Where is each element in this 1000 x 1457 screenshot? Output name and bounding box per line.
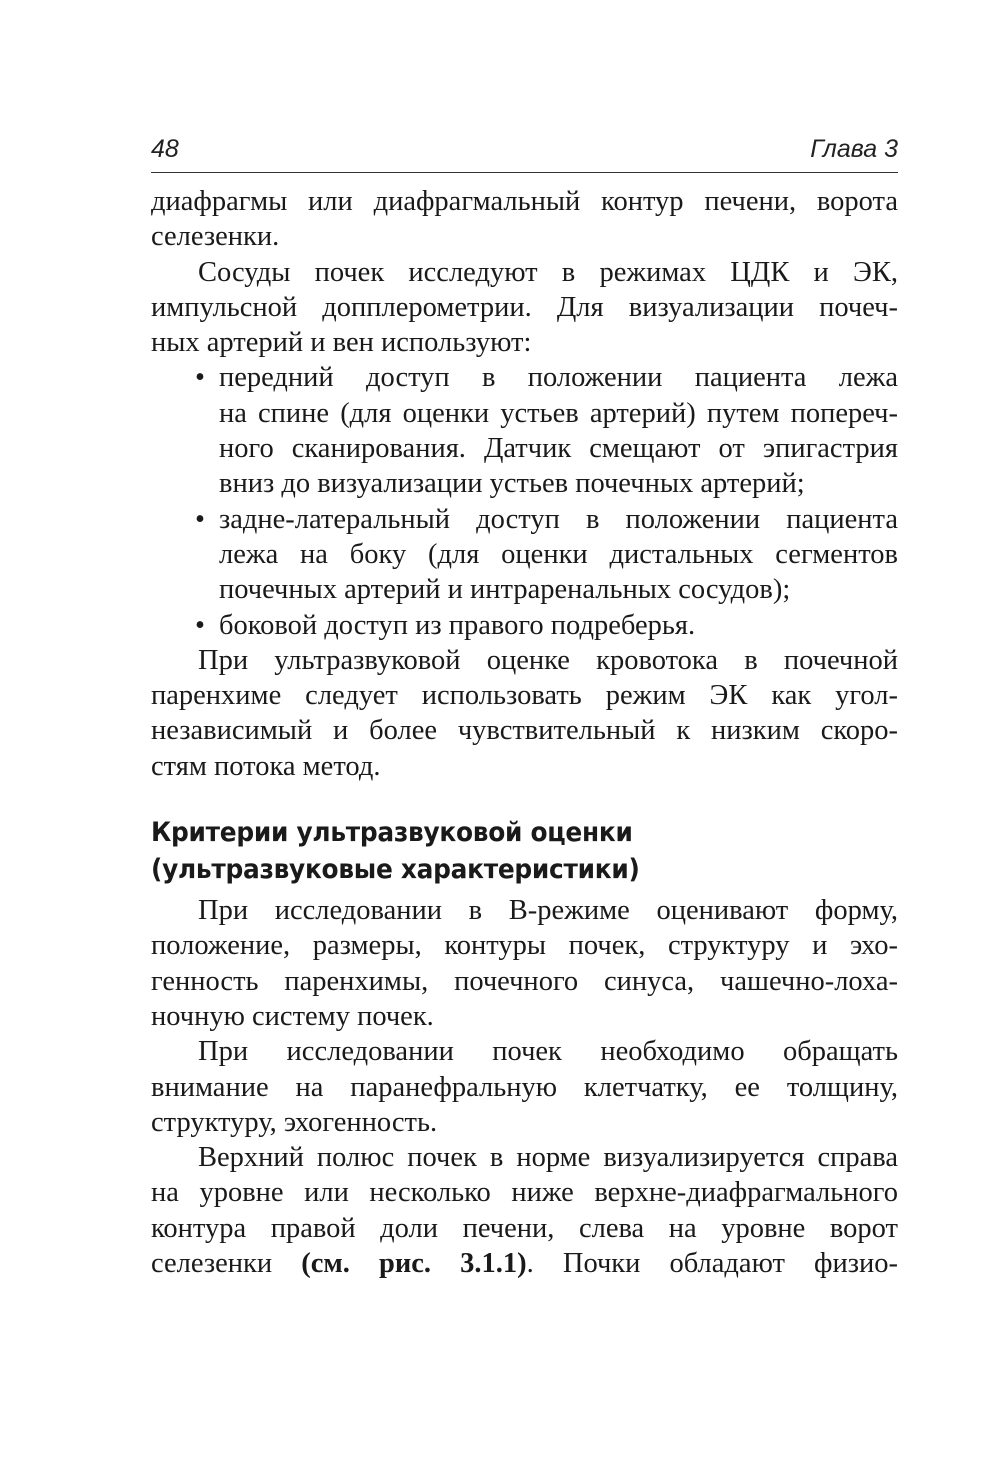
figure-reference[interactable]: (см. рис. 3.1.1): [301, 1248, 527, 1280]
text-line: лежа на боку (для оценки дистальных сегментов: [219, 538, 898, 570]
text-line: селезенки.: [151, 221, 280, 253]
page-body: [151, 184, 898, 1281]
text-line: внимание на паранефральную клетчатку, ее толщину,: [151, 1071, 898, 1103]
text-line: паренхиме следует использовать режим ЭК как угол-: [151, 680, 898, 712]
paragraph-6: [151, 1140, 898, 1281]
text-line: Верхний полюс почек в норме визуализируется справа: [198, 1142, 898, 1174]
bullet-icon: •: [195, 609, 205, 641]
text-line-with-reference: селезенки (см. рис. 3.1.1). Почки обладают физио-: [151, 1248, 899, 1280]
text-line: ных артерий и вен используют:: [151, 327, 532, 359]
text-line: Сосуды почек исследуют в режимах ЦДК и ЭК,: [198, 256, 898, 288]
text-line: контура правой доли печени, слева на уровне ворот: [151, 1212, 898, 1244]
running-header: [151, 132, 898, 173]
text-line: При исследовании почек необходимо обращать: [198, 1036, 898, 1068]
bullet-icon: •: [195, 362, 205, 394]
paragraph-2: [151, 255, 898, 361]
text-line: боковой доступ из правого подреберья.: [219, 609, 696, 641]
text-line: ного сканирования. Датчик смещают от эпигастрия: [219, 433, 898, 465]
page-number: 48: [151, 135, 179, 163]
heading-line: (ультразвуковые характеристики): [151, 854, 640, 886]
text-line: диафрагмы или диафрагмальный контур печени, ворота: [151, 186, 898, 217]
text-line: стям потока метод.: [151, 750, 381, 782]
text-line: При исследовании в В-режиме оценивают форму,: [198, 895, 898, 927]
text-line: положение, размеры, контуры почек, структуру и эхо-: [151, 930, 898, 962]
paragraph-3: [151, 643, 898, 784]
chapter-title: Глава 3: [810, 135, 898, 163]
section-heading: [151, 814, 838, 888]
bullet-list: [151, 360, 898, 642]
text-line: на уровне или несколько ниже верхне-диафрагмального: [151, 1177, 898, 1209]
book-page: [151, 132, 898, 1281]
bullet-item-1: [151, 360, 898, 501]
text-line: независимый и более чувствительный к низким скоро-: [151, 715, 898, 747]
text-line: вниз до визуализации устьев почечных артерий;: [219, 468, 805, 500]
text-line: структуру, эхогенность.: [151, 1106, 438, 1138]
text-line: импульсной допплерометрии. Для визуализации почеч-: [151, 291, 898, 323]
text-line: на спине (для оценки устьев артерий) путем попереч-: [219, 397, 898, 429]
heading-line: Критерии ультразвуковой оценки: [151, 817, 633, 849]
bullet-item-3: [151, 608, 898, 643]
paragraph-5: [151, 1034, 898, 1140]
paragraph-4: [151, 893, 898, 1034]
text-line: почечных артерий и интраренальных сосудов);: [219, 574, 791, 606]
paragraph-1: [151, 184, 898, 255]
text-line: передний доступ в положении пациента лежа: [219, 362, 898, 394]
text-line: задне-латеральный доступ в положении пациента: [219, 503, 898, 535]
text-line: При ультразвуковой оценке кровотока в почечной: [198, 644, 898, 676]
text-line: генность паренхимы, почечного синуса, чашечно-лоха-: [151, 965, 898, 997]
text-line: ночную систему почек.: [151, 1000, 434, 1032]
bullet-item-2: [151, 502, 898, 608]
bullet-icon: •: [195, 503, 205, 535]
